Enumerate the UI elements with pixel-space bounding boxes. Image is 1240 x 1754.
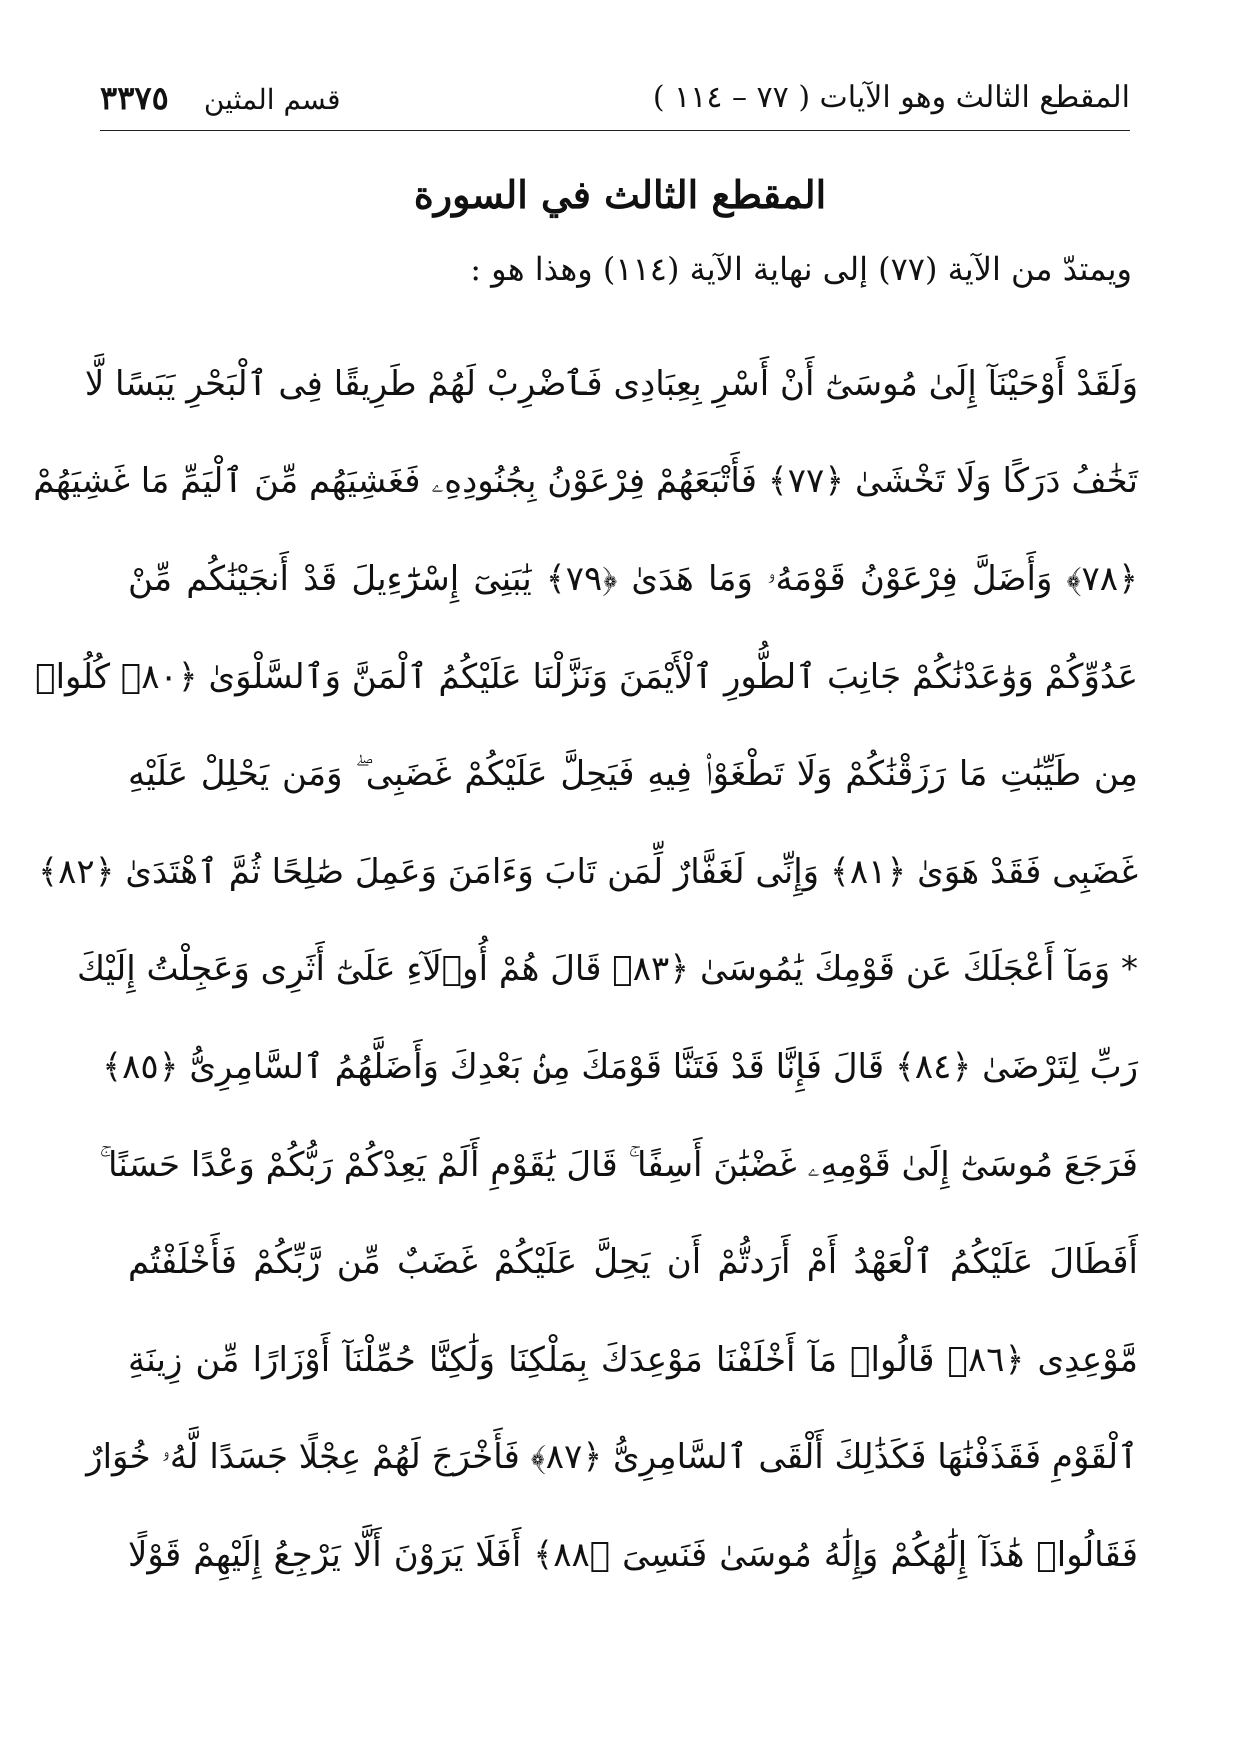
- verse-line: [33, 433, 1138, 531]
- book-name: قسم المثين: [203, 83, 341, 116]
- verse-line: [128, 1311, 1138, 1409]
- section-heading: المقطع الثالث في السورة: [413, 172, 827, 217]
- verse-line-text: مِن طَيِّبَٰتِ مَا رَزَقْنَٰكُمْ وَلَا تَطْغَوْا۟ فِيهِ فَيَحِلَّ عَلَيْكُمْ غَضَبِى ۖ وَمَن يَحْلِلْ عَلَيْهِ: [128, 754, 1138, 795]
- verse-line-text: ﴿٧٨﴾ وَأَضَلَّ فِرْعَوْنُ قَوْمَهُۥ وَمَا هَدَىٰ ﴿٧٩﴾ يَٰبَنِىٓ إِسْرَٰٓءِيلَ قَدْ أَنجَيْنَٰكُم مِّنْ: [128, 558, 1138, 599]
- verse-line: [128, 1506, 1138, 1604]
- running-header-book-info: [100, 78, 340, 120]
- verse-line: [76, 921, 1138, 1019]
- verse-line-text: مَّوْعِدِى ﴿٨٦﴾ قَالُوا۟ مَآ أَخْلَفْنَا مَوْعِدَكَ بِمَلْكِنَا وَلَٰكِنَّا حُمِّلْنَآ أَوْزَارًا مِّن زِينَةِ: [128, 1339, 1138, 1380]
- verse-line-text: عَدُوِّكُمْ وَوَٰعَدْنَٰكُمْ جَانِبَ ٱلطُّورِ ٱلْأَيْمَنَ وَنَزَّلْنَا عَلَيْكُمُ ٱلْمَنَّ وَٱلسَّلْوَىٰ ﴿٨٠﴾ كُلُوا۟: [35, 656, 1138, 697]
- verse-line: [38, 823, 1138, 921]
- verse-line: [86, 1409, 1138, 1507]
- verse-line: [102, 1018, 1138, 1116]
- verse-line-text: رَبِّ لِتَرْضَىٰ ﴿٨٤﴾ قَالَ فَإِنَّا قَدْ فَتَنَّا قَوْمَكَ مِنۢ بَعْدِكَ وَأَضَلَّهُمُ ٱلسَّامِرِىُّ ﴿٨٥﴾: [102, 1046, 1138, 1087]
- verse-line: [128, 530, 1138, 628]
- verse-line-text: أَفَطَالَ عَلَيْكُمُ ٱلْعَهْدُ أَمْ أَرَدتُّمْ أَن يَحِلَّ عَلَيْكُمْ غَضَبٌ مِّن رَّبِّكُمْ فَأَخْلَفْتُم: [128, 1242, 1138, 1283]
- verse-line-text: ٱلْقَوْمِ فَقَذَفْنَٰهَا فَكَذَٰلِكَ أَلْقَى ٱلسَّامِرِىُّ ﴿٨٧﴾ فَأَخْرَجَ لَهُمْ عِجْلًا جَسَدًا لَّهُۥ خُوَارٌ: [86, 1437, 1138, 1478]
- verse-line-text: تَخَٰفُ دَرَكًا وَلَا تَخْشَىٰ ﴿٧٧﴾ فَأَتْبَعَهُمْ فِرْعَوْنُ بِجُنُودِهِۦ فَغَشِيَهُم مِّنَ ٱلْيَمِّ مَا غَشِيَهُمْ: [33, 461, 1138, 502]
- verse-block: [33, 335, 1138, 1604]
- verse-line: [128, 725, 1138, 823]
- verse-line: [128, 1213, 1138, 1311]
- verse-line-text: فَرَجَعَ مُوسَىٰٓ إِلَىٰ قَوْمِهِۦ غَضْبَٰنَ أَسِفًا ۚ قَالَ يَٰقَوْمِ أَلَمْ يَعِدْكُمْ رَبُّكُمْ وَعْدًا حَسَنًا ۚ: [99, 1144, 1138, 1185]
- verse-line-text: فَقَالُوا۟ هَٰذَآ إِلَٰهُكُمْ وَإِلَٰهُ مُوسَىٰ فَنَسِىَ ﴿٨٨﴾ أَفَلَا يَرَوْنَ أَلَّا يَرْجِعُ إِلَيْهِمْ قَوْلًا: [128, 1534, 1138, 1575]
- header-divider: [100, 130, 1130, 131]
- intro-paragraph: ويمتدّ من الآية (٧٧) إلى نهاية الآية (١١٤) وهذا هو :: [470, 250, 1132, 288]
- page-number: ٣٣٧٥: [100, 79, 169, 117]
- verse-line-text: * وَمَآ أَعْجَلَكَ عَن قَوْمِكَ يَٰمُوسَىٰ ﴿٨٣﴾ قَالَ هُمْ أُو۟لَآءِ عَلَىٰٓ أَثَرِى وَعَجِلْتُ إِلَيْكَ: [76, 949, 1138, 990]
- running-header-section-title: المقطع الثالث وهو الآيات ( ٧٧ – ١١٤ ): [652, 80, 1130, 115]
- running-header: [100, 78, 1130, 136]
- verse-line: [99, 1116, 1138, 1214]
- verse-line: [35, 628, 1138, 726]
- verse-line: [84, 335, 1138, 433]
- verse-line-text: غَضَبِى فَقَدْ هَوَىٰ ﴿٨١﴾ وَإِنِّى لَغَفَّارٌ لِّمَن تَابَ وَءَامَنَ وَعَمِلَ صَٰلِحًا ثُمَّ ٱهْتَدَىٰ ﴿٨٢﴾: [38, 851, 1138, 892]
- verse-line-text: وَلَقَدْ أَوْحَيْنَآ إِلَىٰ مُوسَىٰٓ أَنْ أَسْرِ بِعِبَادِى فَٱضْرِبْ لَهُمْ طَرِيقًا فِى ٱلْبَحْرِ يَبَسًا لَّا: [84, 363, 1138, 404]
